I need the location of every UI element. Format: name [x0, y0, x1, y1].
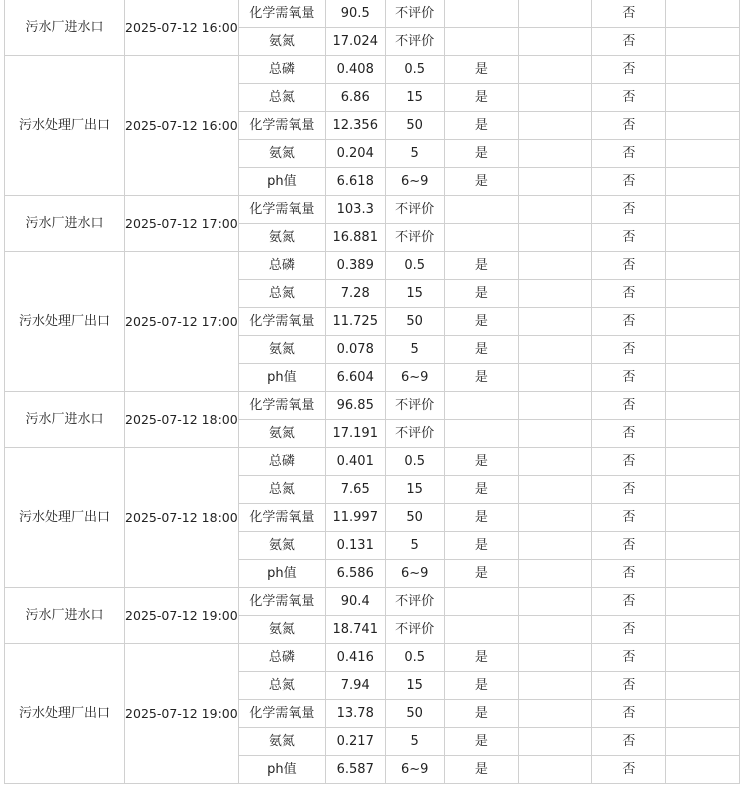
empty-cell — [666, 728, 740, 756]
indicator-cell: 氨氮 — [238, 420, 325, 448]
compliant-cell: 是 — [444, 728, 518, 756]
compliant-cell: 是 — [444, 700, 518, 728]
empty-cell — [518, 504, 592, 532]
exceeded-cell: 否 — [592, 476, 666, 504]
exceeded-cell: 否 — [592, 616, 666, 644]
exceeded-cell: 否 — [592, 588, 666, 616]
compliant-cell: 是 — [444, 308, 518, 336]
empty-cell — [518, 532, 592, 560]
compliant-cell: 是 — [444, 168, 518, 196]
compliant-cell: 是 — [444, 280, 518, 308]
standard-cell: 5 — [385, 728, 444, 756]
empty-cell — [666, 756, 740, 784]
standard-cell: 不评价 — [385, 616, 444, 644]
empty-cell — [666, 364, 740, 392]
value-cell: 0.401 — [325, 448, 385, 476]
compliant-cell: 是 — [444, 672, 518, 700]
standard-cell: 50 — [385, 700, 444, 728]
standard-cell: 不评价 — [385, 28, 444, 56]
compliant-cell: 是 — [444, 56, 518, 84]
compliant-cell — [444, 616, 518, 644]
exceeded-cell: 否 — [592, 84, 666, 112]
value-cell: 90.4 — [325, 588, 385, 616]
empty-cell — [518, 224, 592, 252]
compliant-cell — [444, 0, 518, 28]
exceeded-cell: 否 — [592, 196, 666, 224]
empty-cell — [518, 0, 592, 28]
exceeded-cell: 否 — [592, 224, 666, 252]
standard-cell: 15 — [385, 476, 444, 504]
table-row — [5, 392, 740, 420]
empty-cell — [518, 560, 592, 588]
compliant-cell: 是 — [444, 476, 518, 504]
indicator-cell: 总氮 — [238, 84, 325, 112]
exceeded-cell: 否 — [592, 56, 666, 84]
value-cell: 12.356 — [325, 112, 385, 140]
empty-cell — [518, 168, 592, 196]
value-cell: 0.131 — [325, 532, 385, 560]
time-cell: 2025-07-12 19:00 — [125, 644, 239, 784]
table-row — [5, 56, 740, 84]
site-cell: 污水处理厂出口 — [5, 252, 125, 392]
compliant-cell: 是 — [444, 756, 518, 784]
empty-cell — [666, 644, 740, 672]
exceeded-cell: 否 — [592, 168, 666, 196]
value-cell: 6.618 — [325, 168, 385, 196]
time-cell: 2025-07-12 18:00 — [125, 392, 239, 448]
site-cell: 污水处理厂出口 — [5, 56, 125, 196]
table-row — [5, 448, 740, 476]
value-cell: 7.28 — [325, 280, 385, 308]
compliant-cell — [444, 588, 518, 616]
indicator-cell: 总磷 — [238, 252, 325, 280]
standard-cell: 不评价 — [385, 224, 444, 252]
indicator-cell: ph值 — [238, 560, 325, 588]
compliant-cell: 是 — [444, 252, 518, 280]
empty-cell — [666, 476, 740, 504]
value-cell: 0.217 — [325, 728, 385, 756]
value-cell: 0.078 — [325, 336, 385, 364]
value-cell: 7.94 — [325, 672, 385, 700]
empty-cell — [518, 672, 592, 700]
compliant-cell: 是 — [444, 336, 518, 364]
value-cell: 18.741 — [325, 616, 385, 644]
exceeded-cell: 否 — [592, 0, 666, 28]
compliant-cell: 是 — [444, 532, 518, 560]
indicator-cell: 总磷 — [238, 56, 325, 84]
indicator-cell: 化学需氧量 — [238, 504, 325, 532]
compliant-cell — [444, 28, 518, 56]
indicator-cell: 化学需氧量 — [238, 700, 325, 728]
empty-cell — [666, 168, 740, 196]
standard-cell: 0.5 — [385, 644, 444, 672]
value-cell: 17.024 — [325, 28, 385, 56]
empty-cell — [666, 504, 740, 532]
monitoring-data-table — [4, 0, 740, 784]
standard-cell: 5 — [385, 532, 444, 560]
time-cell: 2025-07-12 16:00 — [125, 0, 239, 56]
empty-cell — [666, 28, 740, 56]
empty-cell — [666, 336, 740, 364]
exceeded-cell: 否 — [592, 28, 666, 56]
indicator-cell: 氨氮 — [238, 336, 325, 364]
empty-cell — [518, 700, 592, 728]
standard-cell: 0.5 — [385, 448, 444, 476]
compliant-cell — [444, 392, 518, 420]
empty-cell — [518, 616, 592, 644]
empty-cell — [518, 28, 592, 56]
exceeded-cell: 否 — [592, 672, 666, 700]
standard-cell: 不评价 — [385, 420, 444, 448]
time-cell: 2025-07-12 17:00 — [125, 252, 239, 392]
compliant-cell: 是 — [444, 644, 518, 672]
indicator-cell: 氨氮 — [238, 728, 325, 756]
indicator-cell: 总磷 — [238, 448, 325, 476]
compliant-cell: 是 — [444, 84, 518, 112]
compliant-cell: 是 — [444, 112, 518, 140]
standard-cell: 0.5 — [385, 56, 444, 84]
exceeded-cell: 否 — [592, 448, 666, 476]
standard-cell: 不评价 — [385, 392, 444, 420]
standard-cell: 不评价 — [385, 588, 444, 616]
indicator-cell: 总氮 — [238, 280, 325, 308]
empty-cell — [666, 700, 740, 728]
empty-cell — [666, 0, 740, 28]
standard-cell: 15 — [385, 84, 444, 112]
indicator-cell: 氨氮 — [238, 532, 325, 560]
empty-cell — [666, 252, 740, 280]
indicator-cell: 化学需氧量 — [238, 0, 325, 28]
empty-cell — [666, 224, 740, 252]
exceeded-cell: 否 — [592, 756, 666, 784]
indicator-cell: ph值 — [238, 756, 325, 784]
value-cell: 96.85 — [325, 392, 385, 420]
indicator-cell: ph值 — [238, 168, 325, 196]
empty-cell — [518, 644, 592, 672]
empty-cell — [666, 532, 740, 560]
table-row — [5, 196, 740, 224]
indicator-cell: ph值 — [238, 364, 325, 392]
exceeded-cell: 否 — [592, 560, 666, 588]
value-cell: 6.86 — [325, 84, 385, 112]
time-cell: 2025-07-12 17:00 — [125, 196, 239, 252]
exceeded-cell: 否 — [592, 504, 666, 532]
value-cell: 103.3 — [325, 196, 385, 224]
value-cell: 11.725 — [325, 308, 385, 336]
compliant-cell: 是 — [444, 560, 518, 588]
standard-cell: 15 — [385, 672, 444, 700]
value-cell: 11.997 — [325, 504, 385, 532]
exceeded-cell: 否 — [592, 336, 666, 364]
exceeded-cell: 否 — [592, 308, 666, 336]
exceeded-cell: 否 — [592, 420, 666, 448]
empty-cell — [666, 280, 740, 308]
empty-cell — [518, 280, 592, 308]
compliant-cell: 是 — [444, 504, 518, 532]
empty-cell — [518, 448, 592, 476]
value-cell: 6.586 — [325, 560, 385, 588]
indicator-cell: 化学需氧量 — [238, 112, 325, 140]
value-cell: 90.5 — [325, 0, 385, 28]
empty-cell — [518, 728, 592, 756]
standard-cell: 不评价 — [385, 0, 444, 28]
empty-cell — [518, 336, 592, 364]
time-cell: 2025-07-12 16:00 — [125, 56, 239, 196]
value-cell: 6.587 — [325, 756, 385, 784]
standard-cell: 50 — [385, 504, 444, 532]
standard-cell: 15 — [385, 280, 444, 308]
value-cell: 7.65 — [325, 476, 385, 504]
indicator-cell: 化学需氧量 — [238, 392, 325, 420]
indicator-cell: 氨氮 — [238, 28, 325, 56]
standard-cell: 6~9 — [385, 756, 444, 784]
time-cell: 2025-07-12 18:00 — [125, 448, 239, 588]
value-cell: 13.78 — [325, 700, 385, 728]
table-row — [5, 644, 740, 672]
empty-cell — [518, 140, 592, 168]
empty-cell — [666, 84, 740, 112]
site-cell: 污水处理厂出口 — [5, 448, 125, 588]
time-cell: 2025-07-12 19:00 — [125, 588, 239, 644]
standard-cell: 6~9 — [385, 364, 444, 392]
empty-cell — [666, 448, 740, 476]
empty-cell — [518, 308, 592, 336]
empty-cell — [666, 392, 740, 420]
exceeded-cell: 否 — [592, 140, 666, 168]
exceeded-cell: 否 — [592, 252, 666, 280]
standard-cell: 0.5 — [385, 252, 444, 280]
indicator-cell: 氨氮 — [238, 224, 325, 252]
site-cell: 污水厂进水口 — [5, 0, 125, 56]
exceeded-cell: 否 — [592, 280, 666, 308]
empty-cell — [518, 252, 592, 280]
value-cell: 0.408 — [325, 56, 385, 84]
table-row — [5, 588, 740, 616]
empty-cell — [518, 476, 592, 504]
value-cell: 0.204 — [325, 140, 385, 168]
exceeded-cell: 否 — [592, 644, 666, 672]
exceeded-cell: 否 — [592, 728, 666, 756]
exceeded-cell: 否 — [592, 700, 666, 728]
exceeded-cell: 否 — [592, 364, 666, 392]
empty-cell — [666, 196, 740, 224]
site-cell: 污水处理厂出口 — [5, 644, 125, 784]
compliant-cell — [444, 196, 518, 224]
empty-cell — [666, 560, 740, 588]
indicator-cell: 氨氮 — [238, 140, 325, 168]
standard-cell: 6~9 — [385, 168, 444, 196]
empty-cell — [666, 420, 740, 448]
standard-cell: 50 — [385, 112, 444, 140]
empty-cell — [666, 112, 740, 140]
standard-cell: 50 — [385, 308, 444, 336]
indicator-cell: 总磷 — [238, 644, 325, 672]
compliant-cell — [444, 224, 518, 252]
standard-cell: 6~9 — [385, 560, 444, 588]
indicator-cell: 化学需氧量 — [238, 588, 325, 616]
standard-cell: 5 — [385, 336, 444, 364]
empty-cell — [518, 588, 592, 616]
empty-cell — [666, 56, 740, 84]
site-cell: 污水厂进水口 — [5, 392, 125, 448]
table-body — [5, 0, 740, 784]
empty-cell — [666, 616, 740, 644]
empty-cell — [666, 672, 740, 700]
standard-cell: 不评价 — [385, 196, 444, 224]
empty-cell — [518, 56, 592, 84]
site-cell: 污水厂进水口 — [5, 588, 125, 644]
value-cell: 0.389 — [325, 252, 385, 280]
exceeded-cell: 否 — [592, 112, 666, 140]
indicator-cell: 总氮 — [238, 672, 325, 700]
empty-cell — [666, 588, 740, 616]
compliant-cell: 是 — [444, 140, 518, 168]
empty-cell — [518, 84, 592, 112]
value-cell: 16.881 — [325, 224, 385, 252]
compliant-cell: 是 — [444, 364, 518, 392]
standard-cell: 5 — [385, 140, 444, 168]
table-row — [5, 0, 740, 28]
empty-cell — [666, 308, 740, 336]
indicator-cell: 化学需氧量 — [238, 196, 325, 224]
empty-cell — [518, 392, 592, 420]
site-cell: 污水厂进水口 — [5, 196, 125, 252]
empty-cell — [518, 112, 592, 140]
value-cell: 6.604 — [325, 364, 385, 392]
empty-cell — [518, 420, 592, 448]
indicator-cell: 化学需氧量 — [238, 308, 325, 336]
empty-cell — [518, 196, 592, 224]
empty-cell — [666, 140, 740, 168]
empty-cell — [518, 364, 592, 392]
indicator-cell: 总氮 — [238, 476, 325, 504]
empty-cell — [518, 756, 592, 784]
indicator-cell: 氨氮 — [238, 616, 325, 644]
value-cell: 17.191 — [325, 420, 385, 448]
exceeded-cell: 否 — [592, 392, 666, 420]
compliant-cell: 是 — [444, 448, 518, 476]
compliant-cell — [444, 420, 518, 448]
value-cell: 0.416 — [325, 644, 385, 672]
table-row — [5, 252, 740, 280]
exceeded-cell: 否 — [592, 532, 666, 560]
